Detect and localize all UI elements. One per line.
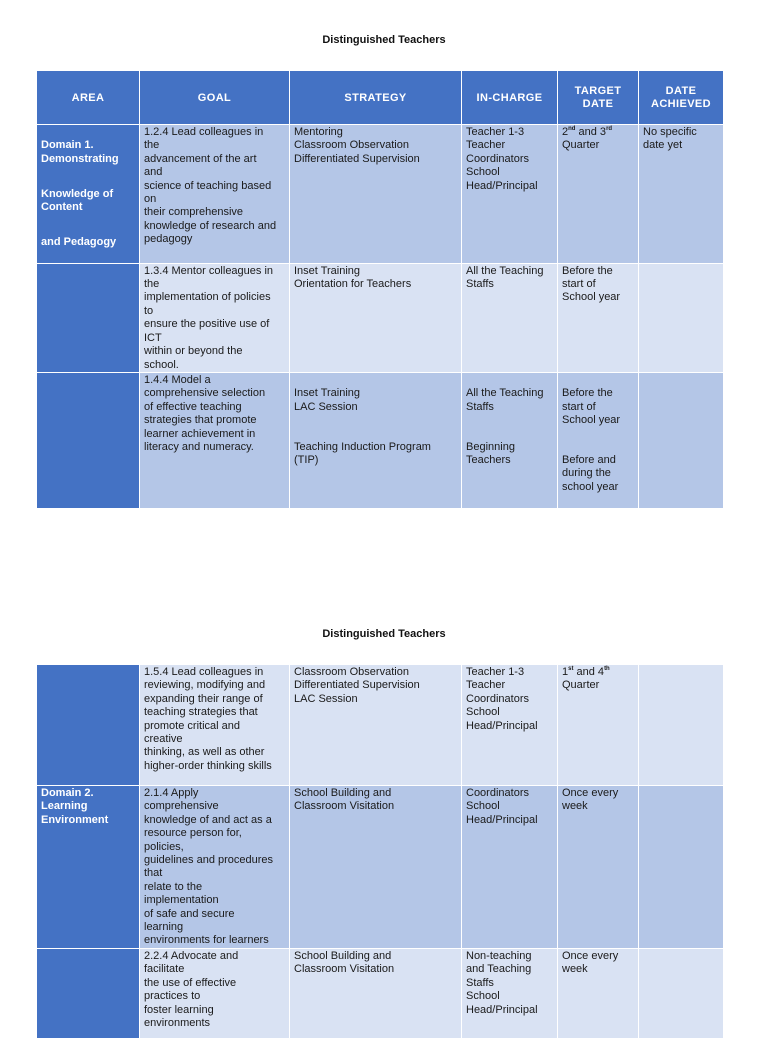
area-cell [37, 125, 140, 264]
strategy-cell: Mentoring Classroom Observation Differentiated Supervision [290, 125, 462, 264]
date-achieved-cell [639, 665, 724, 786]
strategy-cell: School Building and Classroom Visitation [290, 948, 462, 1038]
goal-cell: 1.4.4 Model a comprehensive selection of effective teaching strategies that promote learner achievement in literacy and numeracy. [140, 372, 290, 508]
header-target-date: TARGET DATE [558, 71, 639, 125]
target-date-text: Quarter [562, 679, 600, 692]
ordinal-suffix: th [604, 666, 610, 672]
target-date-text: and 3 [575, 126, 607, 138]
header-area: AREA [37, 71, 140, 125]
in-charge-cell: Coordinators School Head/Principal [462, 786, 558, 949]
in-charge-cell [462, 372, 558, 508]
goal-cell: 1.5.4 Lead colleagues in reviewing, modifying and expanding their range of teaching strategies that promote critical and creative thinking, as well as other higher-order thinking skills [140, 665, 290, 786]
table-row [37, 786, 724, 949]
strategy-cell: Classroom Observation Differentiated Supervision LAC Session [290, 665, 462, 786]
strategy-item: Teaching Induction Program (TIP) [294, 440, 431, 466]
header-goal: GOAL [140, 71, 290, 125]
target-date-text: Quarter [562, 139, 600, 152]
in-charge-cell: Teacher 1-3 Teacher Coordinators School Head/Principal [462, 125, 558, 264]
header-strategy: STRATEGY [290, 71, 462, 125]
target-date-item: Before and during the school year [562, 453, 619, 493]
date-achieved-cell: No specific date yet [639, 125, 724, 264]
target-date-cell: Once every week [558, 786, 639, 949]
goal-cell: 2.2.4 Advocate and facilitate the use of effective practices to foster learning environments [140, 948, 290, 1038]
table-row [37, 263, 724, 372]
target-date-cell [558, 372, 639, 508]
target-date-text: 2 [562, 126, 569, 138]
target-date-text: 1 [562, 666, 569, 678]
strategy-cell: School Building and Classroom Visitation [290, 786, 462, 949]
area-label: and Pedagogy [41, 235, 117, 248]
in-charge-item: All the Teaching Staffs [466, 387, 544, 413]
date-achieved-cell [639, 263, 724, 372]
page-title: Distinguished Teachers [322, 34, 446, 46]
strategy-cell [290, 372, 462, 508]
target-date-cell: Once every week [558, 948, 639, 1038]
strategy-cell: Inset Training Orientation for Teachers [290, 263, 462, 372]
header-date-achieved: DATE ACHIEVED [639, 71, 724, 125]
area-cell [37, 263, 140, 372]
area-cell [37, 372, 140, 508]
plan-table [36, 70, 724, 509]
area-cell: Domain 2. Learning Environment [37, 786, 140, 949]
date-achieved-cell [639, 948, 724, 1038]
table-row [37, 372, 724, 508]
area-label: Domain 1. Demonstrating [41, 139, 119, 165]
table-row [37, 125, 724, 264]
goal-cell: 2.1.4 Apply comprehensive knowledge of and act as a resource person for, policies, guidelines and procedures that relate to the implementation of safe and secure learning environments for learners [140, 786, 290, 949]
in-charge-cell: Teacher 1-3 Teacher Coordinators School Head/Principal [462, 665, 558, 786]
header-in-charge: IN-CHARGE [462, 71, 558, 125]
page-title: Distinguished Teachers [322, 628, 446, 640]
target-date-cell [558, 125, 639, 264]
in-charge-cell: Non-teaching and Teaching Staffs School Head/Principal [462, 948, 558, 1038]
ordinal-suffix: st [568, 666, 574, 672]
area-label: Knowledge of Content [41, 187, 114, 214]
date-achieved-cell [639, 372, 724, 508]
target-date-cell: Before the start of School year [558, 263, 639, 372]
strategy-item: Inset Training LAC Session [294, 387, 361, 413]
date-achieved-cell [639, 786, 724, 949]
target-date-item: Before the start of School year [562, 387, 621, 427]
in-charge-item: Beginning Teachers [466, 440, 515, 466]
ordinal-suffix: nd [568, 126, 576, 132]
plan-table-continued [36, 664, 724, 1039]
area-cell [37, 948, 140, 1038]
target-date-text: and 4 [573, 666, 605, 678]
goal-cell: 1.2.4 Lead colleagues in the advancement of the art and science of teaching based on their comprehensive knowledge of research and pedagogy [140, 125, 290, 264]
in-charge-cell: All the Teaching Staffs [462, 263, 558, 372]
area-cell [37, 665, 140, 786]
table-row [37, 665, 724, 786]
ordinal-suffix: rd [606, 126, 613, 132]
target-date-cell [558, 665, 639, 786]
table-row [37, 948, 724, 1038]
header-row [37, 71, 724, 125]
goal-cell: 1.3.4 Mentor colleagues in the implementation of policies to ensure the positive use of ICT within or beyond the school. [140, 263, 290, 372]
